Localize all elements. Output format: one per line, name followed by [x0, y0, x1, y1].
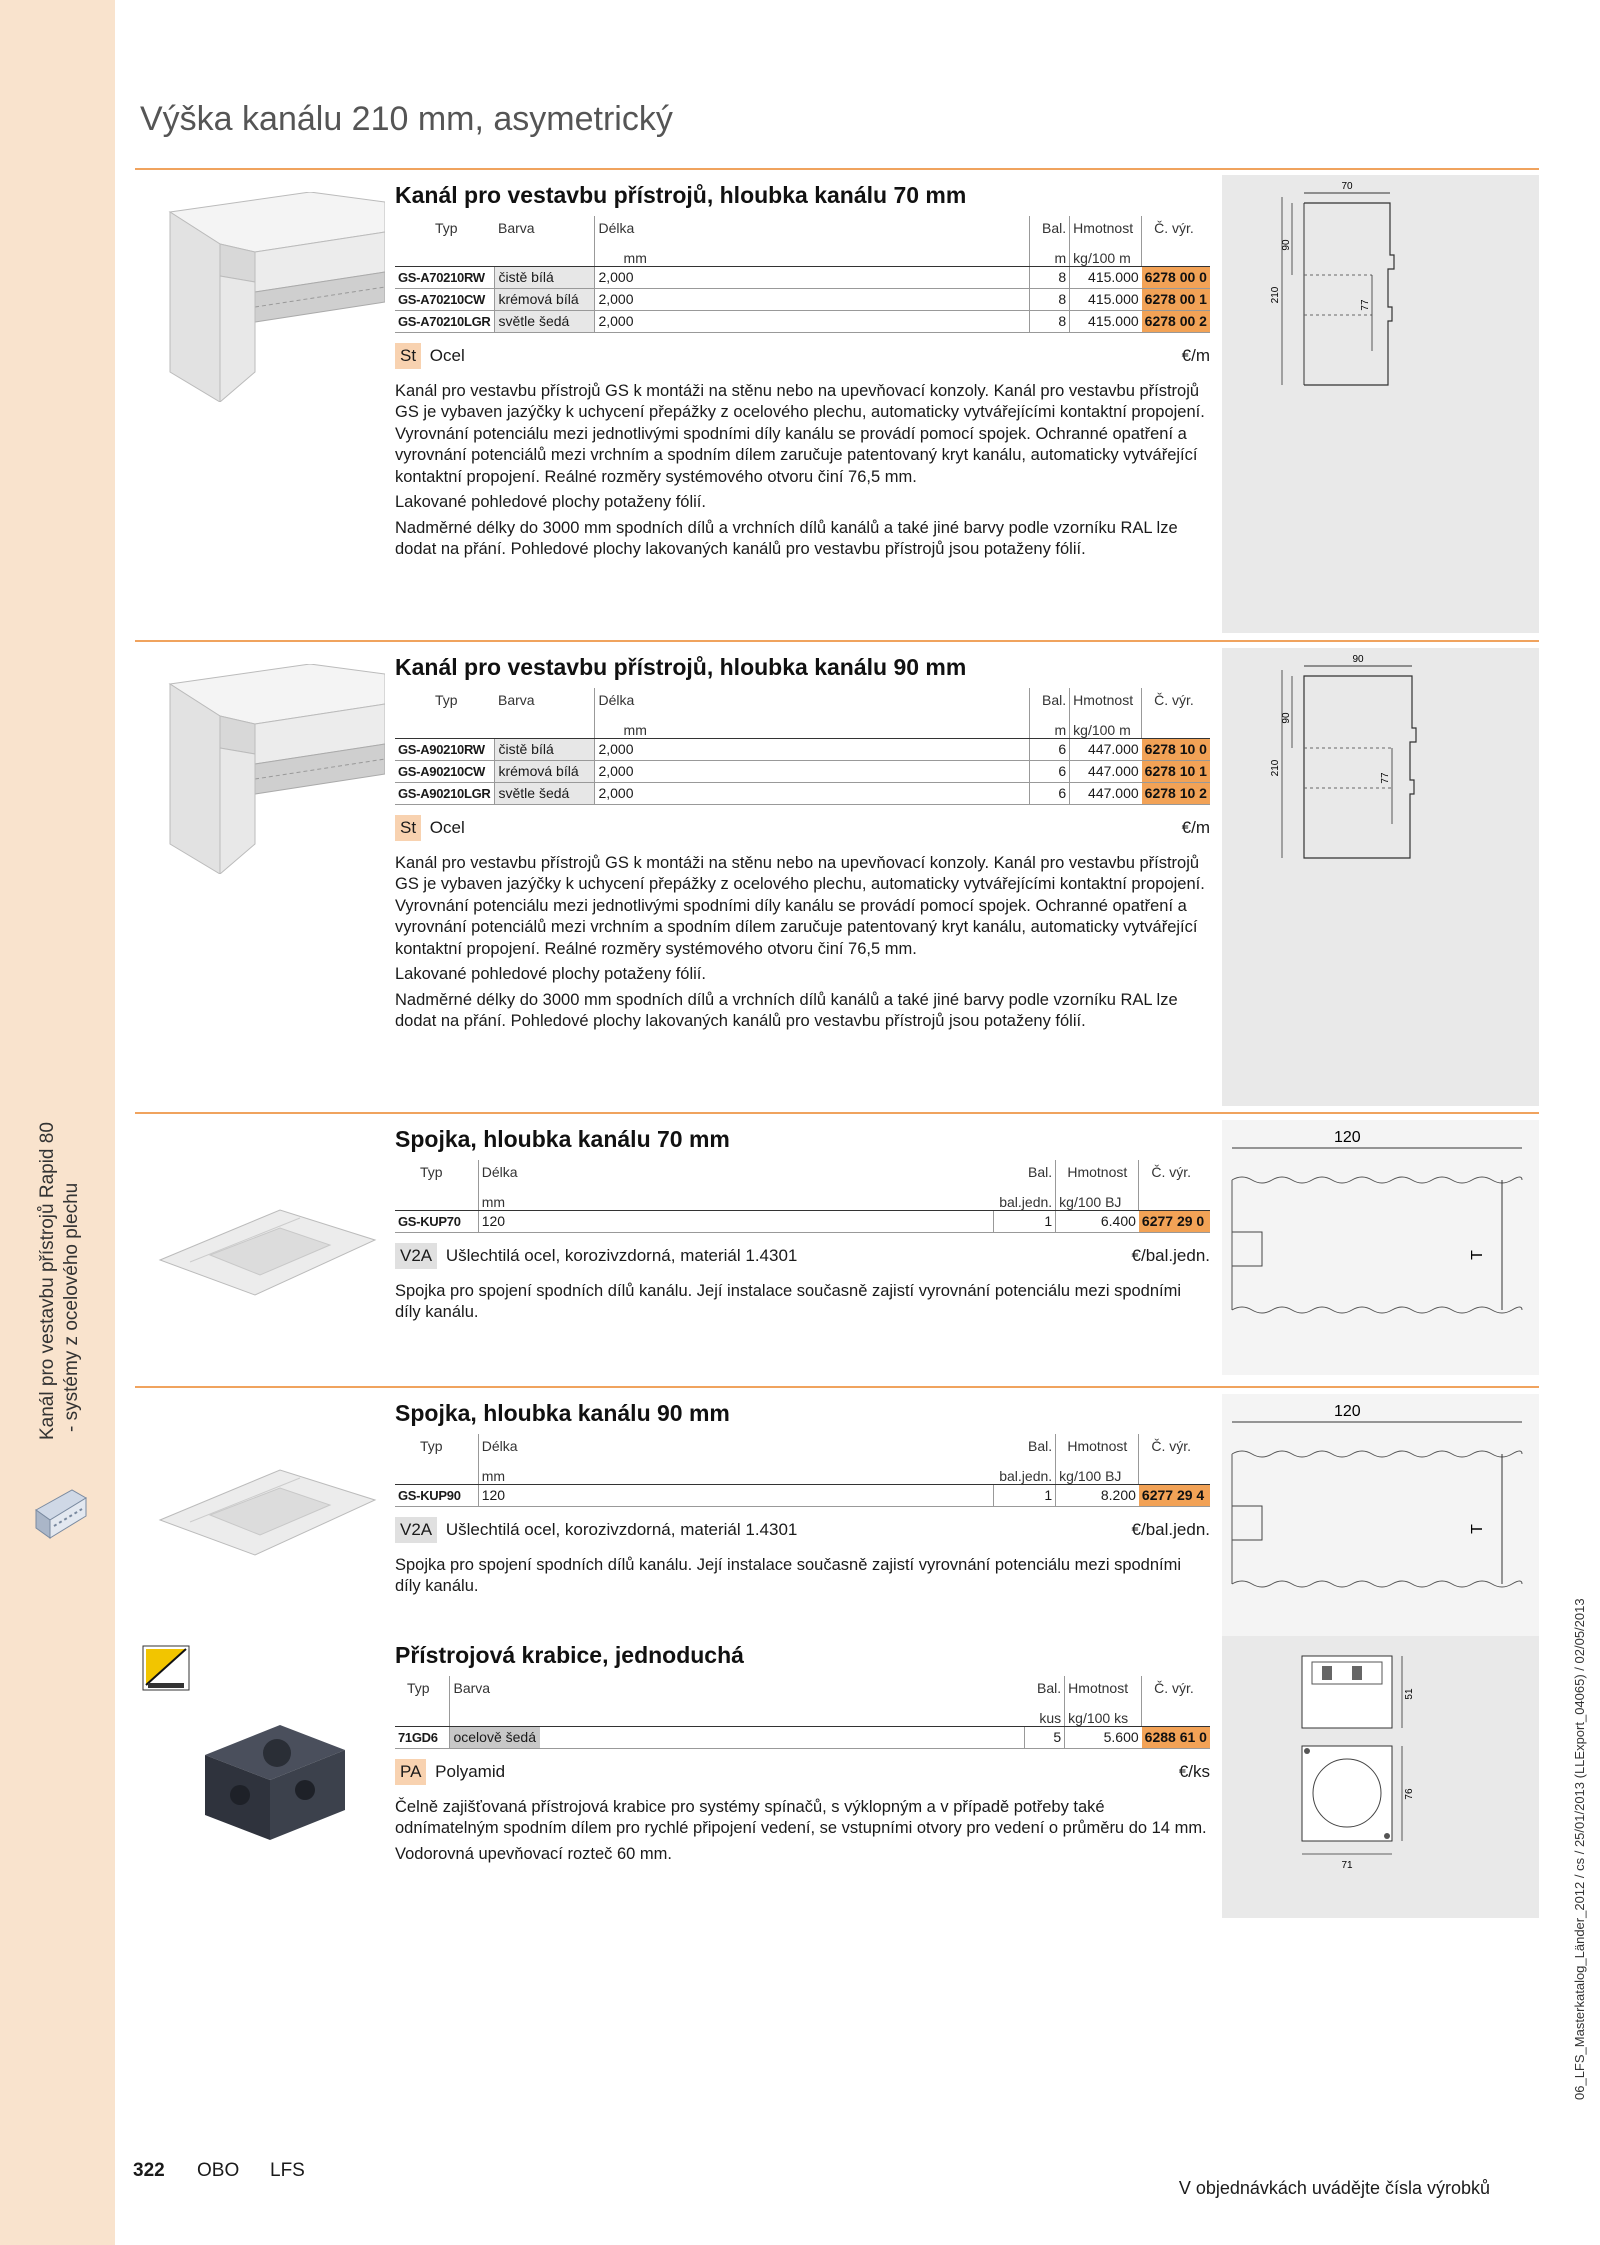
description-paragraph: Lakované pohledové plochy potaženy fólií.: [395, 493, 706, 511]
cell-delka: 120: [478, 1484, 540, 1506]
price-unit: €/bal.jedn.: [1131, 1519, 1210, 1539]
channel-70-product-image: [160, 192, 385, 402]
cell-hmotnost: 447.000: [1070, 782, 1142, 804]
product-table: [395, 1676, 1210, 1749]
section-channel-90: [395, 652, 1210, 1037]
material-tag: St: [395, 815, 421, 841]
description: [395, 853, 1210, 1033]
cell-barva: čistě bílá: [495, 266, 595, 288]
material-line: [395, 815, 1210, 847]
cell-bal: 1: [993, 1484, 1055, 1506]
material-line: [395, 343, 1210, 375]
section-divider: [135, 1386, 1539, 1388]
cell-cvyr: 6278 10 2: [1142, 782, 1210, 804]
section-title: Spojka, hloubka kanálu 70 mm: [395, 1126, 730, 1152]
cell-barva: krémová bílá: [495, 288, 595, 310]
dim-width-label: 120: [1334, 1129, 1361, 1146]
dim-lower-label: 77: [1380, 772, 1391, 784]
price-unit: €/m: [1181, 345, 1210, 365]
material-tag: PA: [395, 1759, 426, 1785]
cell-delka: 2,000: [595, 738, 675, 760]
cell-cvyr: 6288 61 0: [1142, 1726, 1210, 1748]
cell-hmotnost: 447.000: [1070, 760, 1142, 782]
material-tag: V2A: [395, 1517, 437, 1543]
unit-bal: m: [1030, 244, 1070, 266]
col-hmotnost: Hmotnost: [1056, 1160, 1139, 1188]
dim-width-label: 90: [1352, 654, 1364, 665]
section-title: Přístrojová krabice, jednoduchá: [395, 1642, 744, 1668]
dim-upper-label: 90: [1281, 239, 1292, 251]
cell-delka: 2,000: [595, 760, 675, 782]
col-bal: Bal.: [1028, 1164, 1053, 1180]
cell-hmotnost: 8.200: [1056, 1484, 1139, 1506]
side-label-line-2: - systémy z ocelového plechu: [61, 1182, 82, 1432]
cell-cvyr: 6277 29 0: [1139, 1210, 1210, 1232]
material-line: [395, 1759, 1210, 1791]
col-hmotnost: Hmotnost: [1070, 216, 1142, 244]
price-unit: €/bal.jedn.: [1131, 1245, 1210, 1265]
material-name: Ocel: [429, 817, 465, 837]
unit-hmotnost: kg/100 BJ: [1056, 1462, 1139, 1484]
section-coupler-70: [395, 1124, 1210, 1328]
unit-bal: bal.jedn.: [993, 1462, 1055, 1484]
col-cvyr: Č. výr.: [1139, 1160, 1210, 1188]
material-line: [395, 1243, 1210, 1275]
table-row: [395, 760, 1210, 782]
section-title: Kanál pro vestavbu přístrojů, hloubka kanálu 70 mm: [395, 182, 967, 208]
channel-90-dimension-diagram: [1222, 648, 1539, 1106]
cell-delka: 2,000: [595, 266, 675, 288]
col-bal: Bal.: [1030, 216, 1070, 244]
cell-delka: 120: [478, 1210, 540, 1232]
material-name: Ušlechtilá ocel, korozivzdorná, materiál 1.4301: [445, 1519, 798, 1539]
cell-bal: 6: [1030, 738, 1070, 760]
cell-barva: krémová bílá: [495, 760, 595, 782]
table-row: [395, 310, 1210, 332]
device-box-product-image: [185, 1715, 360, 1845]
table-row: [395, 1726, 1210, 1748]
side-label-line-1: Kanál pro vestavbu přístrojů Rapid 80: [37, 1122, 58, 1440]
cell-typ: 71GD6: [395, 1726, 450, 1748]
description: [395, 1797, 1210, 1866]
section-device-box: [395, 1640, 1210, 1869]
cell-cvyr: 6278 10 0: [1142, 738, 1210, 760]
coupler-70-product-image: [150, 1200, 380, 1300]
col-delka: Délka: [478, 1434, 540, 1462]
col-cvyr: Č. výr.: [1142, 688, 1210, 716]
unit-hmotnost: kg/100 m: [1070, 244, 1142, 266]
unit-delka: mm: [595, 716, 675, 738]
cell-bal: 1: [993, 1210, 1055, 1232]
section-divider: [135, 168, 1539, 170]
table-row: [395, 266, 1210, 288]
col-hmotnost: Hmotnost: [1070, 688, 1142, 716]
col-barva: Barva: [497, 692, 535, 708]
order-note: V objednávkách uvádějte čísla výrobků: [1178, 2178, 1490, 2198]
cell-typ: GS-KUP70: [395, 1210, 478, 1232]
print-metadata: 06_LFS_Masterkatalog_Länder_2012 / cs / 25/01/2013 (LLExport_04065) / 02/05/2013: [1572, 1598, 1587, 2100]
description-paragraph: Nadměrné délky do 3000 mm spodních dílů a vrchních dílů kanálů a také jiné barvy podle vzorníku RAL lze dodat na přání. Pohledové plochy lakovaných kanálů pro vestavbu přístrojů jsou potaženy fólií.: [395, 990, 1178, 1030]
cell-barva: ocelově šedá: [450, 1726, 540, 1748]
cell-delka: 2,000: [595, 310, 675, 332]
table-row: [395, 1210, 1210, 1232]
table-row: [395, 288, 1210, 310]
cell-barva: čistě bílá: [495, 738, 595, 760]
dim-width-label: 70: [1341, 181, 1353, 192]
cell-hmotnost: 447.000: [1070, 738, 1142, 760]
coupler-90-dimension-diagram: [1222, 1394, 1539, 1649]
col-typ: Typ: [435, 220, 458, 236]
col-hmotnost: Hmotnost: [1056, 1434, 1139, 1462]
price-unit: €/ks: [1178, 1761, 1210, 1781]
dim-height-label: 210: [1270, 286, 1281, 304]
side-chapter-label: [36, 1020, 84, 1440]
cell-bal: 6: [1030, 760, 1070, 782]
unit-hmotnost: kg/100 ks: [1065, 1704, 1142, 1726]
product-table: [395, 1434, 1210, 1507]
cell-typ: GS-A70210LGR: [395, 310, 495, 332]
description-paragraph: Kanál pro vestavbu přístrojů GS k montáži na stěnu nebo na upevňovací konzoly. Kanál pro vestavbu přístrojů GS je vybaven jazýčky k uchycení přepážky z ocelového plechu, automaticky vytvářejícími kontaktní propojení. Vyrovnání potenciálu mezi jednotlivými spodními díly kanálu se provádí pomocí spojek. Ochranné opatření a vyrovnání potenciálů mezi vrchním a spodním dílem zaručuje patentovaný kryt kanálu, automaticky vytvářející kontaktní propojení. Reálné rozměry systémového otvoru činí 76,5 mm.: [395, 381, 1205, 486]
dim-upper-label: 90: [1281, 712, 1292, 724]
col-typ: Typ: [420, 1164, 443, 1180]
section-divider: [135, 1112, 1539, 1114]
col-delka: Délka: [595, 688, 675, 716]
channel-90-product-image: [160, 664, 385, 874]
section-channel-70: [395, 180, 1210, 565]
unit-delka: mm: [478, 1462, 540, 1484]
section-divider: [135, 640, 1539, 642]
dim-width-label: 71: [1341, 1860, 1353, 1871]
cell-bal: 8: [1030, 288, 1070, 310]
cell-barva: světle šedá: [495, 782, 595, 804]
material-tag: St: [395, 343, 421, 369]
cell-typ: GS-A90210RW: [395, 738, 495, 760]
cell-delka: 2,000: [595, 288, 675, 310]
col-typ: Typ: [407, 1680, 430, 1696]
unit-delka: mm: [595, 244, 675, 266]
material-tag: V2A: [395, 1243, 437, 1269]
dim-side-label: T: [1469, 1524, 1486, 1534]
coupler-90-product-image: [150, 1460, 380, 1560]
cell-hmotnost: 415.000: [1070, 288, 1142, 310]
cell-bal: 8: [1030, 310, 1070, 332]
col-bal: Bal.: [1037, 1680, 1062, 1696]
flush-mount-badge-icon: [142, 1645, 190, 1691]
unit-hmotnost: kg/100 BJ: [1056, 1188, 1139, 1210]
col-barva: Barva: [450, 1676, 540, 1704]
page-title: Výška kanálu 210 mm, asymetrický: [140, 100, 673, 138]
dim-height-label: 210: [1270, 759, 1281, 777]
material-name: Polyamid: [435, 1761, 506, 1781]
unit-bal: bal.jedn.: [993, 1188, 1055, 1210]
product-table: [395, 216, 1210, 333]
col-bal: Bal.: [1030, 688, 1070, 716]
page-number: 322: [133, 2160, 165, 2181]
cell-typ: GS-A90210LGR: [395, 782, 495, 804]
dim-lower-label: 77: [1360, 299, 1371, 311]
unit-bal: kus: [1025, 1704, 1065, 1726]
col-delka: Délka: [478, 1160, 540, 1188]
cell-hmotnost: 5.600: [1065, 1726, 1142, 1748]
description-paragraph: Vodorovná upevňovací rozteč 60 mm.: [395, 1844, 672, 1863]
device-box-dimension-diagram: [1222, 1636, 1539, 1918]
cell-hmotnost: 415.000: [1070, 310, 1142, 332]
unit-delka: mm: [478, 1188, 540, 1210]
cell-cvyr: 6278 10 1: [1142, 760, 1210, 782]
col-cvyr: Č. výr.: [1142, 216, 1210, 244]
material-name: Ušlechtilá ocel, korozivzdorná, materiál 1.4301: [445, 1245, 798, 1265]
section-coupler-90: [395, 1398, 1210, 1602]
col-typ: Typ: [435, 692, 458, 708]
price-unit: €/m: [1181, 817, 1210, 837]
cell-cvyr: 6278 00 2: [1142, 310, 1210, 332]
description-paragraph: Kanál pro vestavbu přístrojů GS k montáži na stěnu nebo na upevňovací konzoly. Kanál pro vestavbu přístrojů GS je vybaven jazýčky k uchycení přepážky z ocelového plechu, automaticky vytvářejícími kontaktní propojení. Vyrovnání potenciálu mezi jednotlivými spodními díly kanálu se provádí pomocí spojek. Ochranné opatření a vyrovnání potenciálů mezi vrchním a spodním dílem zaručuje patentovaný kryt kanálu, automaticky vytvářející kontaktní propojení. Reálné rozměry systémového otvoru činí 76,5 mm.: [395, 853, 1205, 958]
cell-typ: GS-KUP90: [395, 1484, 478, 1506]
cell-bal: 5: [1025, 1726, 1065, 1748]
dim-side-label: T: [1469, 1250, 1486, 1260]
cell-hmotnost: 6.400: [1056, 1210, 1139, 1232]
col-delka: Délka: [595, 216, 675, 244]
cell-delka: 2,000: [595, 782, 675, 804]
col-barva: Barva: [497, 220, 535, 236]
col-bal: Bal.: [1028, 1438, 1053, 1454]
cell-barva: světle šedá: [495, 310, 595, 332]
dim-height-label: 51: [1404, 1688, 1415, 1700]
product-table: [395, 1160, 1210, 1233]
description-paragraph: Spojka pro spojení spodních dílů kanálu. Její instalace současně zajistí vyrovnání potenciálu mezi spodními díly kanálu.: [395, 1281, 1182, 1321]
description: [395, 1281, 1210, 1324]
col-cvyr: Č. výr.: [1139, 1434, 1210, 1462]
product-table: [395, 688, 1210, 805]
cell-bal: 8: [1030, 266, 1070, 288]
cable-tray-icon: [32, 1480, 90, 1546]
cell-typ: GS-A90210CW: [395, 760, 495, 782]
unit-hmotnost: kg/100 m: [1070, 716, 1142, 738]
cell-cvyr: 6278 00 1: [1142, 288, 1210, 310]
table-row: [395, 782, 1210, 804]
table-row: [395, 1484, 1210, 1506]
section-title: Kanál pro vestavbu přístrojů, hloubka kanálu 90 mm: [395, 654, 967, 680]
description-paragraph: Čelně zajišťovaná přístrojová krabice pro systémy spínačů, s výklopným a v případě potřeby také odnímatelným spodním dílem pro rychlé připojení vedení, se vstupními otvory pro vedení o průměru do 14 mm.: [395, 1797, 1207, 1837]
brand-label: OBO: [197, 2160, 240, 2181]
col-hmotnost: Hmotnost: [1065, 1676, 1142, 1704]
description-paragraph: Spojka pro spojení spodních dílů kanálu. Její instalace současně zajistí vyrovnání potenciálu mezi spodními díly kanálu.: [395, 1555, 1182, 1595]
dim-width-label: 120: [1334, 1403, 1361, 1420]
material-line: [395, 1517, 1210, 1549]
cell-cvyr: 6277 29 4: [1139, 1484, 1210, 1506]
table-row: [395, 738, 1210, 760]
coupler-70-dimension-diagram: [1222, 1120, 1539, 1375]
cell-typ: GS-A70210CW: [395, 288, 495, 310]
cell-hmotnost: 415.000: [1070, 266, 1142, 288]
description: [395, 381, 1210, 561]
cell-bal: 6: [1030, 782, 1070, 804]
brand-section-label: LFS: [270, 2160, 305, 2181]
cell-cvyr: 6278 00 0: [1142, 266, 1210, 288]
cell-typ: GS-A70210RW: [395, 266, 495, 288]
unit-bal: m: [1030, 716, 1070, 738]
dim-depth-label: 76: [1404, 1788, 1415, 1800]
col-typ: Typ: [420, 1438, 443, 1454]
channel-70-dimension-diagram: [1222, 175, 1539, 633]
description: [395, 1555, 1210, 1598]
col-cvyr: Č. výr.: [1142, 1676, 1210, 1704]
section-title: Spojka, hloubka kanálu 90 mm: [395, 1400, 730, 1426]
material-name: Ocel: [429, 345, 465, 365]
description-paragraph: Nadměrné délky do 3000 mm spodních dílů a vrchních dílů kanálů a také jiné barvy podle vzorníku RAL lze dodat na přání. Pohledové plochy lakovaných kanálů pro vestavbu přístrojů jsou potaženy fólií.: [395, 518, 1178, 558]
description-paragraph: Lakované pohledové plochy potaženy fólií.: [395, 965, 706, 983]
